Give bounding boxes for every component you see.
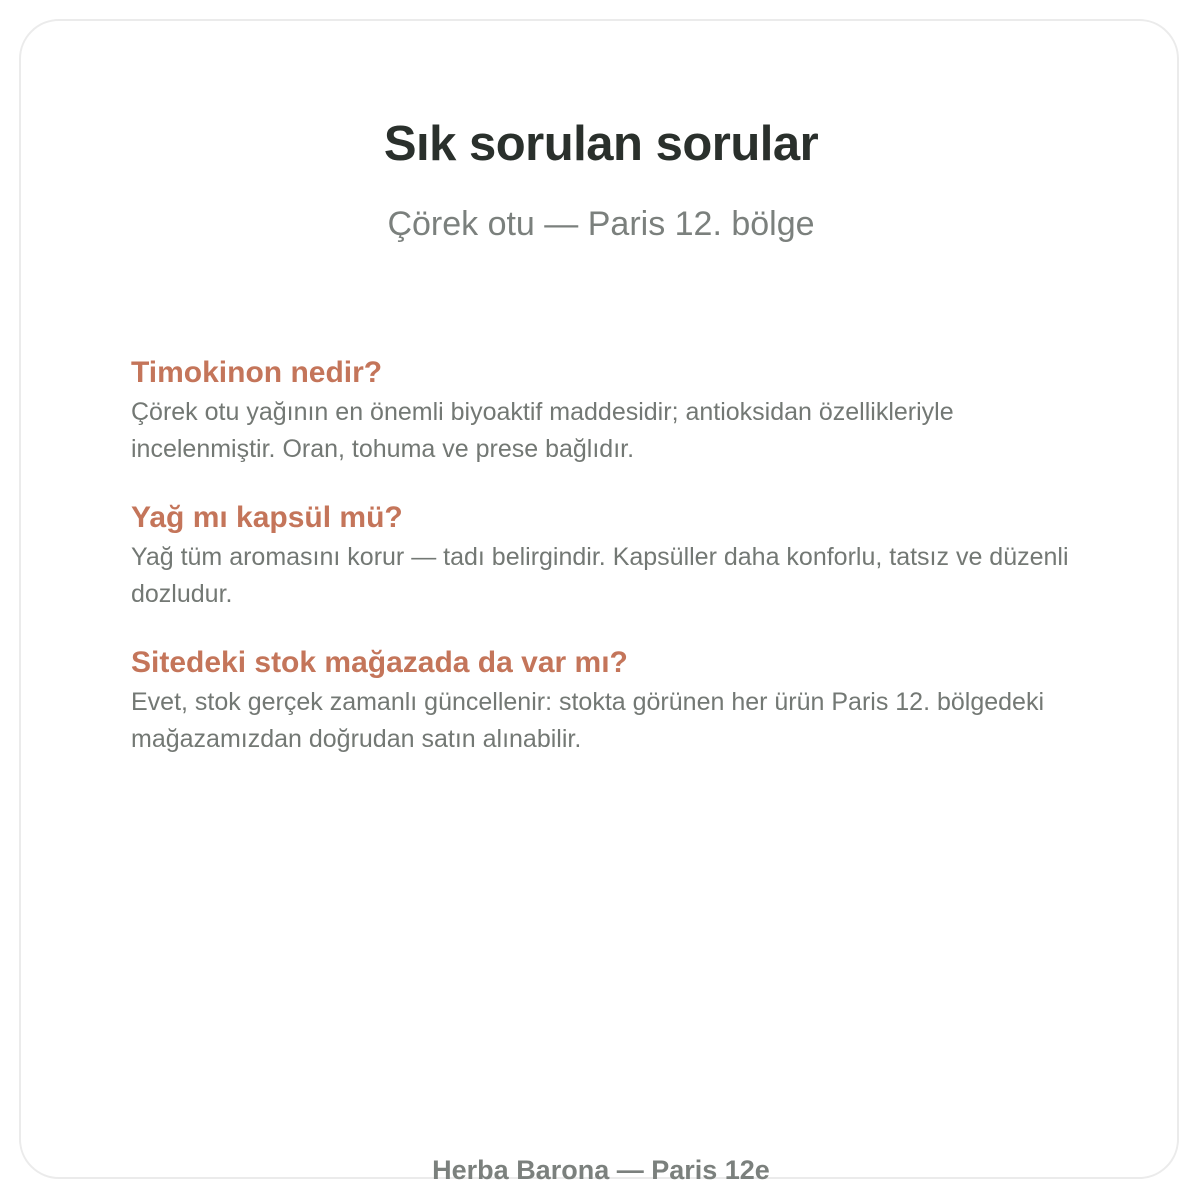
page-subtitle: Çörek otu — Paris 12. bölge xyxy=(387,205,815,243)
faq-item-store-stock xyxy=(131,644,1091,758)
faq-item-thymoquinone xyxy=(131,354,1091,468)
faq-item-oil-or-capsule xyxy=(131,499,1091,613)
faq-answer: Yağ tüm aromasını korur — tadı belirgindir. Kapsüller daha konforlu, tatsız ve düzenli dozludur. xyxy=(131,543,1069,608)
footer-brand: Herba Barona — Paris 12e xyxy=(432,1155,770,1185)
faq-question: Timokinon nedir? xyxy=(131,356,383,389)
faq-card xyxy=(19,19,1179,1185)
faq-list xyxy=(131,354,1091,789)
faq-answer: Evet, stok gerçek zamanlı güncellenir: stokta görünen her ürün Paris 12. bölgedeki mağazamızdan doğrudan satın alınabilir. xyxy=(131,688,1045,753)
faq-answer: Çörek otu yağının en önemli biyoaktif maddesidir; antioksidan özellikleriyle incelenmiştir. Oran, tohuma ve prese bağlıdır. xyxy=(131,398,954,463)
faq-question: Yağ mı kapsül mü? xyxy=(131,501,403,534)
page-title: Sık sorulan sorular xyxy=(383,117,819,171)
faq-question: Sitedeki stok mağazada da var mı? xyxy=(131,646,628,679)
